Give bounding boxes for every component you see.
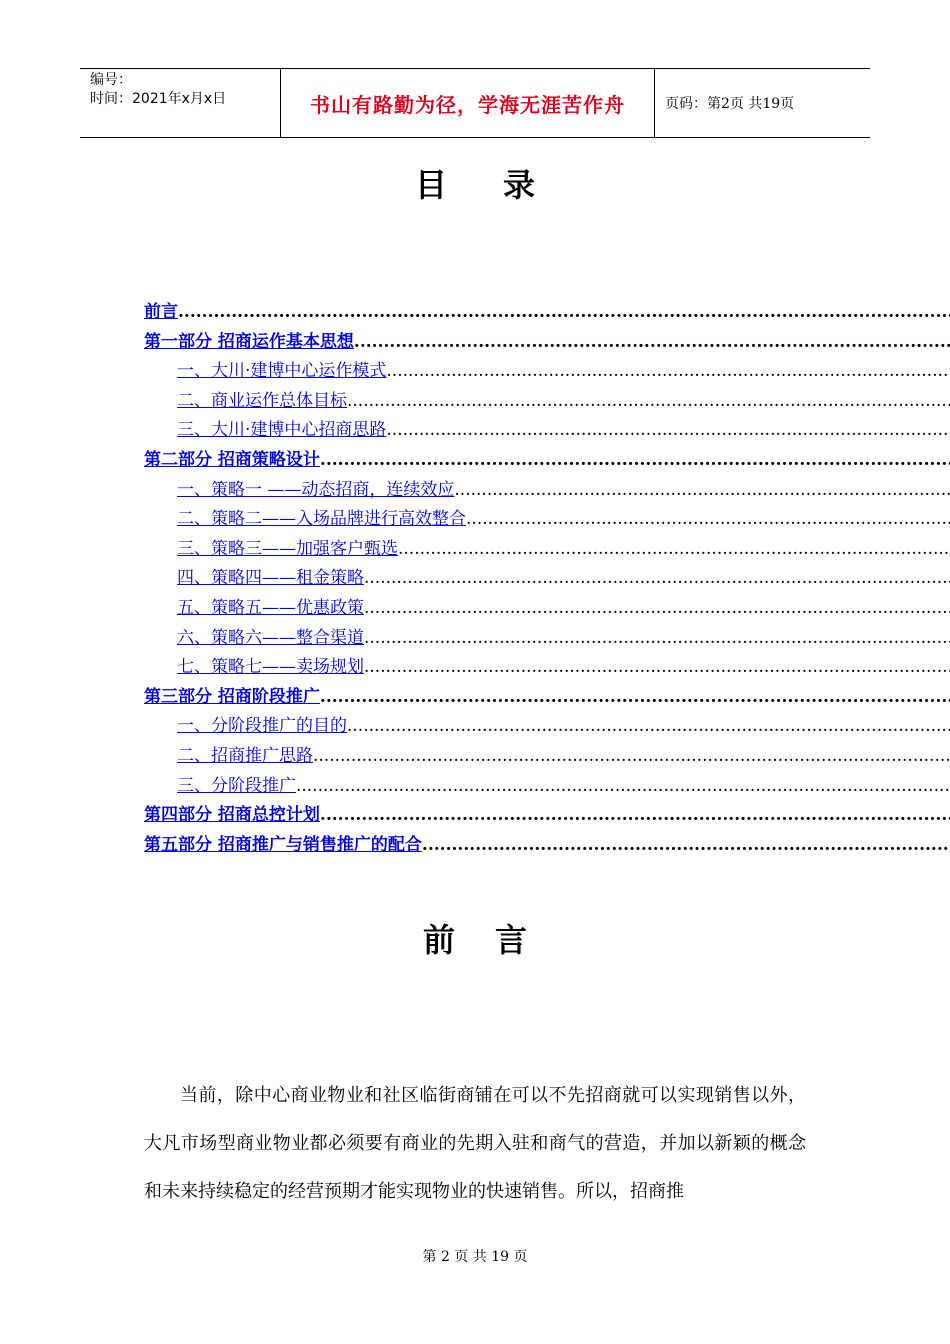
toc-dot-leader (398, 535, 950, 565)
toc-dot-leader (386, 357, 950, 387)
toc-title: 目录 (414, 166, 591, 204)
toc-entry (144, 801, 950, 831)
toc-entry-link[interactable]: 七、策略七——卖场规划 (177, 657, 364, 678)
toc-entry-link[interactable]: 二、招商推广思路 (177, 745, 313, 766)
toc-dot-leader (364, 564, 950, 594)
toc-dot-leader (454, 476, 950, 506)
toc-entry-link[interactable]: 第一部分 招商运作基本思想 (144, 331, 354, 352)
toc-entry (144, 653, 950, 683)
toc-dot-leader (347, 712, 950, 742)
toc-entry-link[interactable]: 第三部分 招商阶段推广 (144, 686, 320, 707)
toc-dot-leader (364, 624, 950, 654)
toc-entry (144, 683, 950, 713)
toc-entry (144, 564, 950, 594)
toc-entry (144, 416, 950, 446)
header-meta-cell (80, 69, 281, 137)
toc-dot-leader (386, 416, 950, 446)
toc-entry-link[interactable]: 六、策略六——整合渠道 (177, 627, 364, 648)
toc-entry-link[interactable]: 第五部分 招商推广与销售推广的配合 (144, 834, 422, 855)
toc-entry-link[interactable]: 一、策略一 ——动态招商，连续效应 (177, 479, 455, 500)
toc-dot-leader (320, 801, 950, 831)
toc-entry (144, 446, 950, 476)
toc-dot-leader (364, 653, 950, 683)
toc-dot-leader (364, 594, 950, 624)
toc-entry (144, 387, 950, 417)
toc-entry (144, 535, 950, 565)
toc-entry-link[interactable]: 五、策略五——优惠政策 (177, 597, 364, 618)
toc-dot-leader (296, 772, 950, 802)
toc-entry-link[interactable]: 前言 (144, 302, 178, 322)
toc-dot-leader (178, 298, 950, 328)
document-number-label: 编号： (90, 72, 132, 88)
toc-entry-link[interactable]: 二、商业运作总体目标 (177, 390, 347, 411)
toc-entry (144, 298, 950, 328)
toc-dot-leader (466, 505, 950, 535)
document-header (80, 68, 870, 138)
toc-entry-link[interactable]: 三、分阶段推广 (177, 775, 296, 796)
foreword-body (144, 1072, 806, 1216)
toc-dot-leader (354, 328, 950, 358)
header-page-cell (655, 69, 870, 137)
document-date-label: 时间：2021年x月x日 (90, 91, 227, 107)
toc-entry (144, 357, 950, 387)
header-page-info: 页码：第2页 共19页 (665, 96, 795, 112)
toc-entry (144, 831, 950, 861)
toc-entry-link[interactable]: 二、策略二——入场品牌进行高效整合 (177, 509, 466, 530)
foreword-paragraph: 当前，除中心商业物业和社区临街商铺在可以不先招商就可以实现销售以外，大凡市场型商业物业都必须要有商业的先期入驻和商气的营造，并加以新颖的概念和未来持续稳定的经营预期才能实现物业的快速销售。所以，招商推 (144, 1085, 806, 1202)
header-motto: 书山有路勤为径，学海无涯苦作舟 (310, 92, 625, 117)
toc-dot-leader (313, 742, 950, 772)
toc-entry-link[interactable]: 三、大川·建博中心招商思路 (177, 420, 387, 441)
toc-entry (144, 505, 950, 535)
toc-entry (144, 594, 950, 624)
toc-dot-leader (347, 387, 950, 417)
toc-entry-link[interactable]: 第四部分 招商总控计划 (144, 805, 320, 826)
toc-dot-leader (320, 446, 950, 476)
toc-entry (144, 742, 950, 772)
toc-entry-link[interactable]: 第二部分 招商策略设计 (144, 449, 320, 470)
toc-dot-leader (422, 831, 950, 861)
toc-entry-link[interactable]: 三、策略三——加强客户甄选 (177, 538, 398, 559)
toc-entry (144, 624, 950, 654)
page-footer: 第 2 页 共 19 页 (422, 1249, 528, 1265)
toc-entry-link[interactable]: 一、分阶段推广的目的 (177, 716, 347, 737)
toc-entry (144, 772, 950, 802)
toc-dot-leader (320, 683, 950, 713)
table-of-contents (144, 298, 950, 860)
foreword-title: 前言 (422, 921, 567, 959)
toc-entry-link[interactable]: 一、大川·建博中心运作模式 (177, 361, 387, 382)
toc-entry-link[interactable]: 四、策略四——租金策略 (177, 568, 364, 589)
toc-entry (144, 328, 950, 358)
toc-entry (144, 712, 950, 742)
header-motto-cell (281, 69, 655, 137)
toc-entry (144, 476, 950, 506)
